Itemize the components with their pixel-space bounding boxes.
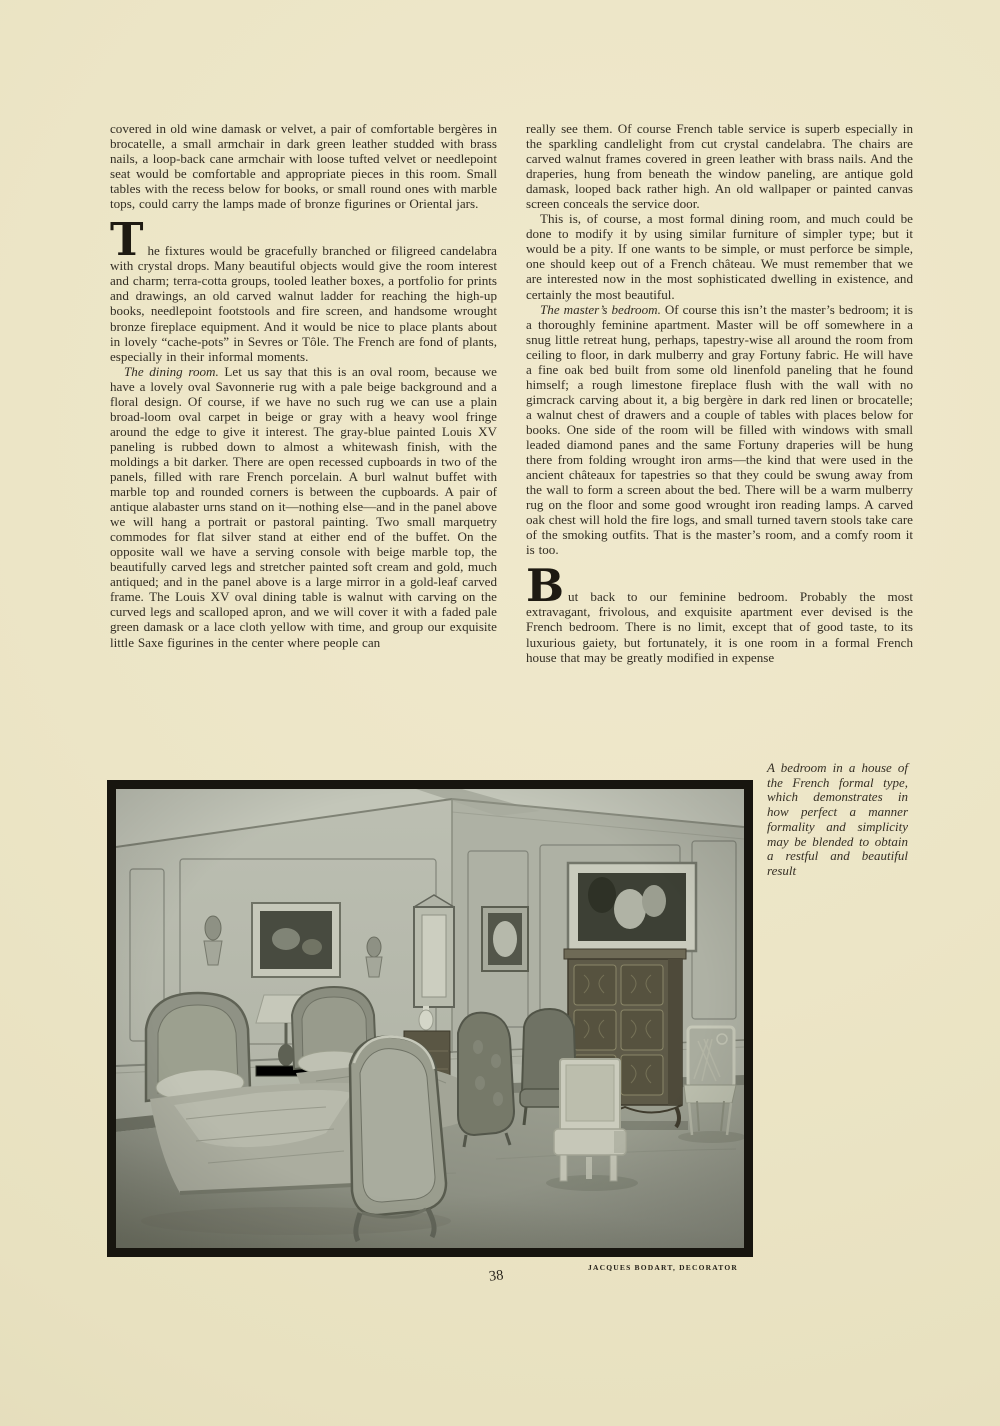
raised-cap-initial: B — [526, 559, 565, 613]
photo-vignette — [116, 789, 744, 1248]
raised-cap-initial: T — [110, 213, 144, 267]
body-paragraph: This is, of course, a most formal dining room, and much could be done to modify it by using similar furniture of simpler type; but it would be a pity. If one wants to be simple, or must perforce be simple, one should keep out of a French château. We must remember that we are interested now in the most sophisticated dwelling in existence, and certainly the most beautiful. — [526, 211, 913, 302]
photo-credit: JACQUES BODART, DECORATOR — [588, 1263, 738, 1272]
paragraph-text: Of course this isn’t the master’s bedroom; it is a thoroughly feminine apartment. Master will be off somewhere in a snug little retreat hung, perhaps, tapestry-wise all around the room from ceiling to floor, in dark mulberry and gray Fortuny fabric. He will have a fine oak bed built from some old linenfold paneling that he found himself; a rough limestone fireplace flush with the wall with no gimcrack carving about it, a big bergère in dark red linen or brocatelle; a walnut chest of drawers and a couple of tables with places below for books. One side of the room will be filled with windows with small leaded diamond panes and the same Fortuny draperies will be hung there from folding wrought iron arms—the kind that were used in the ancient châteaux for tapestries so that they could be swung away from the wall to form a screen about the bed. There will be a warm mulberry rug on the floor and some good wrought iron reading lamps. A carved oak chest will hold the fire logs, and small turned tavern stools take care of the smoking outfits. That is the master’s room, and a comfy room it is too. — [526, 301, 914, 558]
body-paragraph: really see them. Of course French table service is superb especially in the sparkling candlelight from cut crystal candelabra. The chairs are carved walnut frames covered in green leather with brass nails. And the draperies, hung from beneath the window paneling, are antique gold damask, looped back rather high. An old wallpaper or painted canvas screen conceals the service door. — [526, 121, 913, 212]
paragraph-lead: The dining room. — [124, 363, 219, 379]
bedroom-photo — [116, 789, 744, 1248]
paragraph-text: ut back to our feminine bedroom. Probably the most extravagant, frivolous, and exquisite apartment ever devised is the French bedroom. There is no limit, except that of good taste, to its luxurious gaiety, but fortunately, it is one room in a formal French house that may be greatly modified in expense — [526, 589, 913, 665]
left-column — [110, 121, 497, 650]
body-paragraph: covered in old wine damask or velvet, a pair of comfortable bergères in brocatelle, a small armchair in dark green leather studded with brass nails, a loop-back cane armchair with loose tufted velvet or needlepoint seat would be comfortable and appropriate pieces in this room. Small tables with the recess below for books, or small round ones with marble tops, could carry the lamps made of bronze figurines or Oriental jars. — [110, 121, 497, 212]
paragraph-text: Let us say that this is an oval room, because we have a lovely oval Savonnerie rug with a pale beige background and a floral design. Of course, if we have no such rug we can use a plain broad-loom oval carpet in beige or gray with a heavy wool fringe around the edge to give it interest. The gray-blue painted Louis XV paneling is rubbed down to almost a whitewash finish, with the moldings a bit darker. There are open recessed cupboards in two of the panels, filled with rare French porcelain. A burl walnut buffet with marble top and rounded corners is between the cupboards. A pair of antique alabaster urns stand on it—nothing else—and in the panel above we will hang a portrait or pastoral painting. Two small marquetry commodes for flat silver stand at either end of the buffet. On the opposite wall we have a serving console with beige marble top, the beautifully carved legs and stretcher painted soft cream and gold, much antiqued; and in the panel above is a large mirror in a gold-leaf carved frame. The Louis XV oval dining table is walnut with carving on the curved legs and scalloped apron, and we will cover it with a faded pale green damask or a lace cloth yellow with time, and group our exquisite little Saxe figurines in the center where people can — [110, 363, 497, 650]
body-paragraph — [526, 302, 913, 558]
photo-frame — [107, 780, 753, 1257]
body-paragraph — [110, 364, 497, 650]
page-number: 38 — [488, 1267, 505, 1285]
body-paragraph — [110, 213, 497, 364]
paragraph-lead: The master’s bedroom. — [540, 301, 661, 317]
photo-caption: A bedroom in a house of the French formal type, which demonstrates in how perfect a manner formality and simplicity may be blended to obtain a restful and beautiful result — [767, 760, 908, 878]
body-paragraph — [526, 559, 913, 665]
paragraph-text: he fixtures would be gracefully branched or filigreed candelabra with crystal drops. Many beautiful objects would give the room interest and charm; terra-cotta groups, tooled leather boxes, a portfolio for prints and drawings, an old carved walnut ladder for reaching the high-up books, needlepoint footstools and fire screen, and handsome wrought bronze fireplace equipment. And it would be nice to place plants about in lovely “cache-pots” in Sevres or Tôle. The French are fond of plants, especially in their informal moments. — [110, 243, 497, 364]
right-column — [526, 121, 913, 665]
